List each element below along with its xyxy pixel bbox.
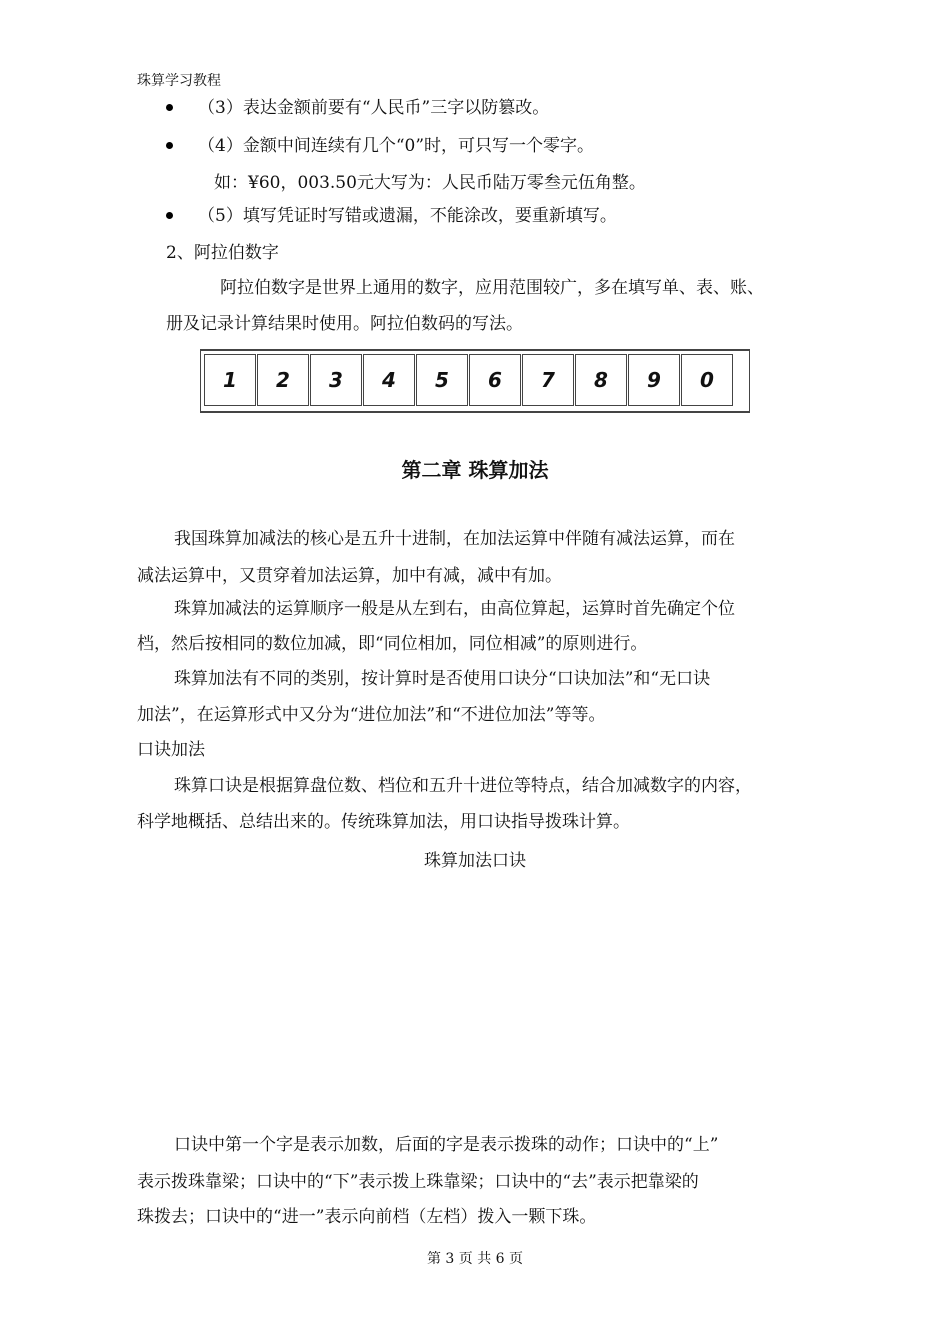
strip-top-rail	[200, 349, 750, 351]
bullet-item-4: （4）金额中间连续有几个“0”时，可只写一个零字。	[198, 136, 595, 156]
digit-cell: 4	[363, 354, 415, 406]
paragraph-line: 档，然后按相同的数位加减，即“同位相加，同位相减”的原则进行。	[137, 634, 648, 654]
paragraph-line: 口诀中第一个字是表示加数，后面的字是表示拨珠的动作；口诀中的“上”	[174, 1135, 719, 1155]
example-line: 如：¥60，003.50元大写为：人民币陆万零叁元伍角整。	[214, 173, 646, 193]
paragraph-line: 我国珠算加减法的核心是五升十进制，在加法运算中伴随有减法运算，而在	[174, 529, 735, 549]
table-caption: 珠算加法口诀	[424, 851, 526, 871]
digit-cell: 2	[257, 354, 309, 406]
paragraph-line: 珠算加减法的运算顺序一般是从左到右，由高位算起，运算时首先确定个位	[174, 599, 735, 619]
paragraph-line: 册及记录计算结果时使用。阿拉伯数码的写法。	[166, 314, 523, 334]
bullet-dot	[166, 142, 173, 149]
digit-cell: 7	[522, 354, 574, 406]
subheading: 口诀加法	[137, 740, 205, 760]
strip-right-edge	[749, 349, 750, 413]
paragraph-line: 表示拨珠靠梁；口诀中的“下”表示拨上珠靠梁；口诀中的“去”表示把靠梁的	[137, 1172, 699, 1192]
paragraph-line: 科学地概括、总结出来的。传统珠算加法，用口诀指导拨珠计算。	[137, 812, 630, 832]
bullet-dot	[166, 212, 173, 219]
page-header: 珠算学习教程	[137, 73, 221, 89]
arabic-digit-strip	[200, 349, 750, 413]
section-heading: 2、阿拉伯数字	[166, 243, 279, 263]
digit-cell: 0	[681, 354, 733, 406]
paragraph-line: 珠拨去；口诀中的“进一”表示向前档（左档）拨入一颗下珠。	[137, 1207, 597, 1227]
paragraph-line: 阿拉伯数字是世界上通用的数字，应用范围较广，多在填写单、表、账、	[220, 278, 764, 298]
paragraph-line: 珠算口诀是根据算盘位数、档位和五升十进位等特点，结合加减数字的内容，	[174, 776, 752, 796]
chapter-title: 第二章 珠算加法	[401, 458, 549, 482]
paragraph-line: 加法”，在运算形式中又分为“进位加法”和“不进位加法”等等。	[137, 705, 606, 725]
digit-cell: 8	[575, 354, 627, 406]
strip-bottom-rail	[200, 411, 750, 413]
digit-cell: 9	[628, 354, 680, 406]
bullet-dot	[166, 104, 173, 111]
digit-cell: 1	[204, 354, 256, 406]
paragraph-line: 减法运算中，又贯穿着加法运算，加中有减，减中有加。	[137, 566, 562, 586]
bullet-item-3: （3）表达金额前要有“人民币”三字以防篡改。	[198, 98, 550, 118]
page-footer: 第 3 页 共 6 页	[426, 1251, 524, 1267]
bullet-item-5: （5）填写凭证时写错或遗漏，不能涂改，要重新填写。	[198, 206, 617, 226]
paragraph-line: 珠算加法有不同的类别，按计算时是否使用口诀分“口诀加法”和“无口诀	[174, 669, 711, 689]
digit-cell: 6	[469, 354, 521, 406]
digit-cell: 3	[310, 354, 362, 406]
digit-cell: 5	[416, 354, 468, 406]
strip-left-edge	[200, 349, 201, 413]
